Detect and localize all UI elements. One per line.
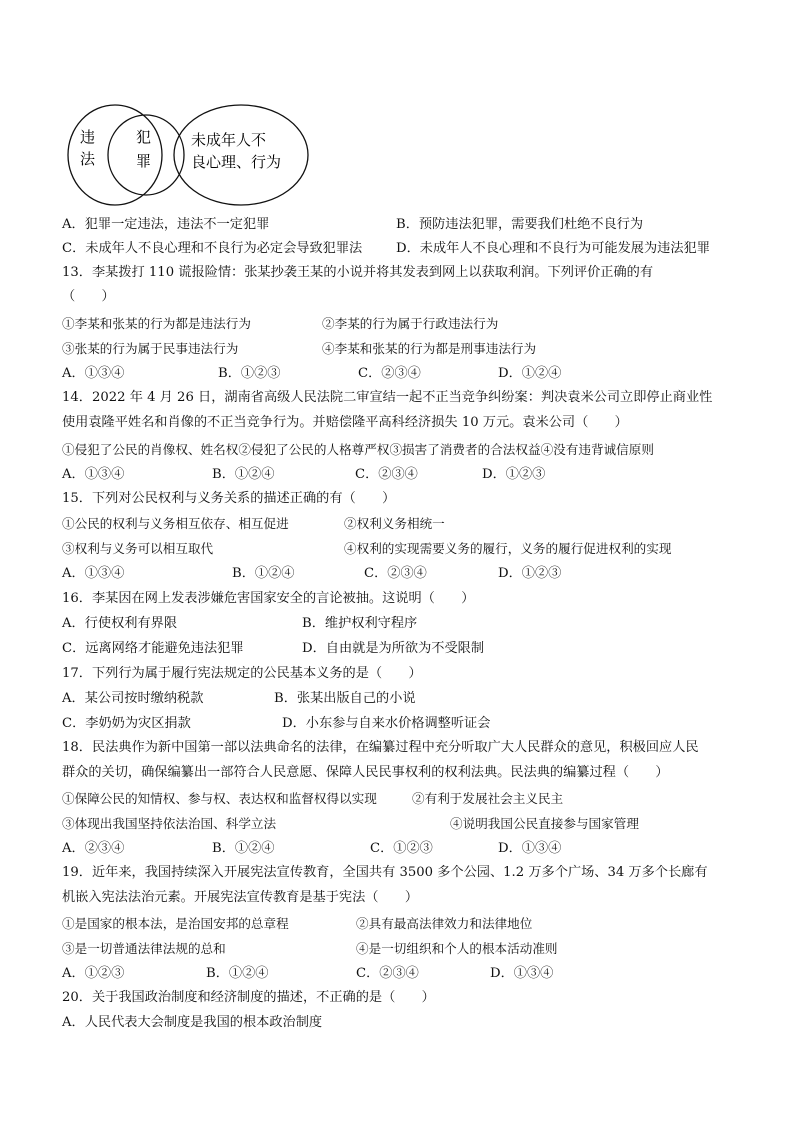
- q16-option-d: D．自由就是为所欲为不受限制: [302, 641, 485, 656]
- q13-item-4: ④李某和张某的行为都是刑事违法行为: [322, 341, 537, 356]
- q18-stem-cont: 群众的关切，确保编纂出一部符合人民意愿、保障人民民事权利的权利法典。民法典的编纂过程（ ）: [62, 765, 669, 780]
- q15-option-c: C．②③④: [364, 566, 427, 581]
- q15-item-1: ①公民的权利与义务相互依存、相互促进: [62, 516, 289, 531]
- q14-option-a: A．①③④: [62, 467, 125, 482]
- q13-option-d: D．①②④: [498, 366, 562, 381]
- q14-stem-cont: 使用袁隆平姓名和肖像的不正当竞争行为。并赔偿隆平高科经济损失 10 万元。袁米公司（ ）: [62, 415, 628, 430]
- q14-option-b: B．①②④: [212, 467, 275, 482]
- q17-option-d: D．小东参与自来水价格调整听证会: [282, 716, 491, 731]
- q17-option-c: C．李奶奶为灾区捐款: [62, 716, 191, 731]
- q19-item-3: ③是一切普通法律法规的总和: [62, 941, 226, 956]
- q15-item-4: ④权利的实现需要义务的履行，义务的履行促进权利的实现: [344, 541, 672, 556]
- venn-label-illegal-1: 违: [80, 128, 96, 146]
- venn-label-juvenile-1: 未成年人不: [191, 131, 267, 149]
- venn-label-crime-1: 犯: [136, 128, 152, 146]
- q14-option-d: D．①②③: [482, 467, 546, 482]
- q13-option-b: B．①②③: [218, 366, 281, 381]
- q13-option-a: A．①③④: [62, 366, 125, 381]
- q20-stem: 20．关于我国政治制度和经济制度的描述，不正确的是（ ）: [62, 990, 435, 1005]
- q20-option-a: A．人民代表大会制度是我国的根本政治制度: [62, 1015, 323, 1030]
- q19-item-2: ②具有最高法律效力和法律地位: [356, 916, 533, 931]
- q18-option-b: B．①②④: [212, 841, 275, 856]
- q18-option-a: A．②③④: [62, 841, 125, 856]
- q13-stem: 13．李某拨打 110 谎报险情：张某抄袭王某的小说并将其发表到网上以获取利润。下列评价正确的有: [62, 265, 654, 280]
- q15-item-2: ②权利义务相统一: [344, 516, 445, 531]
- q13-option-c: C．②③④: [358, 366, 421, 381]
- q14-option-c: C．②③④: [355, 467, 418, 482]
- q12-option-b: B．预防违法犯罪，需要我们杜绝不良行为: [396, 217, 644, 232]
- q18-item-3: ③体现出我国坚持依法治国、科学立法: [62, 816, 277, 831]
- q16-option-b: B．维护权利守程序: [302, 616, 418, 631]
- q15-option-b: B．①②④: [232, 566, 295, 581]
- q13-item-3: ③张某的行为属于民事违法行为: [62, 341, 239, 356]
- q19-option-a: A．①②③: [62, 966, 125, 981]
- q19-option-d: D．①③④: [490, 966, 554, 981]
- venn-label-juvenile-2: 良心理、行为: [191, 153, 282, 171]
- q15-option-a: A．①③④: [62, 566, 125, 581]
- q19-stem: 19．近年来，我国持续深入开展宪法宣传教育，全国共有 3500 多个公园、1.2 万多个广场、34 万多个长廊有: [62, 865, 708, 880]
- q13-stem-cont: （ ）: [62, 289, 115, 304]
- q13-item-2: ②李某的行为属于行政违法行为: [322, 316, 499, 331]
- q18-option-c: C．①②③: [370, 841, 433, 856]
- q18-stem: 18．民法典作为新中国第一部以法典命名的法律，在编纂过程中充分听取广大人民群众的意见，积极回应人民: [62, 740, 699, 755]
- q19-item-4: ④是一切组织和个人的根本活动准则: [356, 941, 558, 956]
- q18-option-d: D．①③④: [498, 841, 562, 856]
- q15-stem: 15．下列对公民权利与义务关系的描述正确的有（ ）: [62, 491, 396, 506]
- q13-item-1: ①李某和张某的行为都是违法行为: [62, 316, 251, 331]
- q19-option-b: B．①②④: [206, 966, 269, 981]
- q17-option-a: A．某公司按时缴纳税款: [62, 691, 204, 706]
- q12-option-a: A．犯罪一定违法，违法不一定犯罪: [62, 217, 270, 232]
- q16-option-a: A．行使权利有界限: [62, 616, 178, 631]
- q17-option-b: B．张某出版自己的小说: [274, 691, 416, 706]
- q15-option-d: D．①②③: [498, 566, 562, 581]
- q14-stem: 14．2022 年 4 月 26 日，湖南省高级人民法院二审宣结一起不正当竞争纠纷案：判决袁米公司立即停止商业性: [62, 390, 713, 405]
- q15-item-3: ③权利与义务可以相互取代: [62, 541, 214, 556]
- q12-option-d: D．未成年人不良心理和不良行为可能发展为违法犯罪: [396, 241, 710, 256]
- venn-diagram: [60, 98, 320, 214]
- q19-option-c: C．②③④: [356, 966, 419, 981]
- venn-label-illegal-2: 法: [80, 150, 96, 168]
- q12-option-c: C．未成年人不良心理和不良行为必定会导致犯罪法: [62, 241, 363, 256]
- q17-stem: 17．下列行为属于履行宪法规定的公民基本义务的是（ ）: [62, 666, 422, 681]
- q18-item-1: ①保障公民的知情权、参与权、表达权和监督权得以实现: [62, 791, 377, 806]
- q19-item-1: ①是国家的根本法，是治国安邦的总章程: [62, 916, 289, 931]
- q18-item-4: ④说明我国公民直接参与国家管理: [450, 816, 639, 831]
- q16-option-c: C．远离网络才能避免违法犯罪: [62, 641, 244, 656]
- q19-stem-cont: 机嵌入宪法法治元素。开展宪法宣传教育是基于宪法（ ）: [62, 890, 419, 905]
- q14-items: ①侵犯了公民的肖像权、姓名权②侵犯了公民的人格尊严权③损害了消费者的合法权益④没有违背诚信原则: [62, 442, 654, 457]
- q16-stem: 16．李某因在网上发表涉嫌危害国家安全的言论被抽。这说明（ ）: [62, 591, 475, 606]
- venn-label-crime-2: 罪: [136, 152, 152, 170]
- q18-item-2: ②有利于发展社会主义民主: [412, 791, 564, 806]
